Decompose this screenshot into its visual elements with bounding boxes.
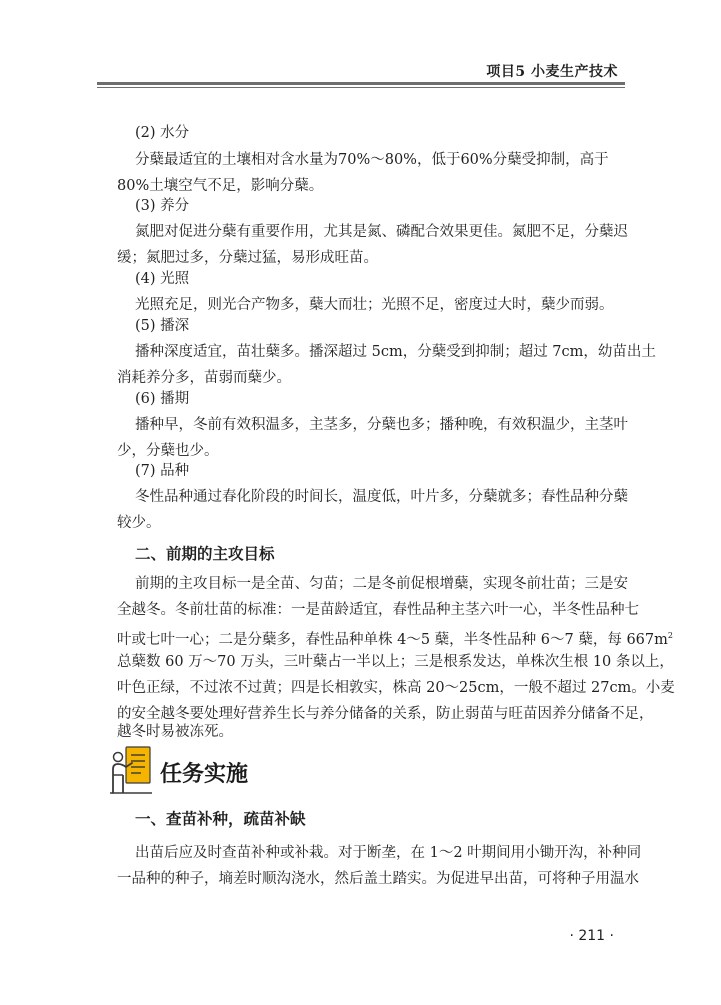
paragraph-line: 较少。 (117, 515, 161, 531)
paragraph-line: 冬性品种通过春化阶段的时间长，温度低，叶片多，分蘖就多；春性品种分蘖 (135, 489, 628, 505)
subsection-label-date: (6) 播期 (135, 391, 190, 407)
paragraph-line: 分蘖最适宜的土壤相对含水量为70%～80%，低于60%分蘖受抑制，高于 (135, 152, 609, 168)
paragraph-line: 出苗后应及时查苗补种或补栽。对于断垄，在 1～2 叶期间用小锄开沟，补种同 (135, 845, 642, 861)
section-heading-goal: 二、前期的主攻目标 (135, 545, 275, 563)
page-number: · 211 · (569, 928, 614, 944)
paragraph-line: 叶色正绿，不过浓不过黄；四是长相敦实，株高 20～25cm，一般不超过 27cm。小麦 (117, 680, 675, 696)
paragraph-line: 的安全越冬要处理好营养生长与养分储备的关系，防止弱苗与旺苗因养分储备不足， (117, 706, 654, 722)
teacher-presentation-icon (110, 745, 154, 795)
header-rule-thick (97, 82, 625, 85)
subsection-label-nutrient: (3) 养分 (135, 198, 190, 214)
area-superscript: 2 (667, 631, 673, 640)
paragraph-line: 氮肥对促进分蘖有重要作用，尤其是氮、磷配合效果更佳。氮肥不足，分蘖迟 (135, 224, 628, 240)
header-rule-thin (97, 87, 625, 88)
paragraph-line: 消耗养分多，苗弱而蘖少。 (117, 370, 291, 386)
paragraph-line: 光照充足，则光合产物多，蘖大而壮；光照不足，密度过大时，蘖少而弱。 (135, 297, 614, 313)
task-banner (110, 745, 310, 797)
task-title: 任务实施 (160, 762, 249, 787)
paragraph-line: 缓；氮肥过多，分蘖过猛，易形成旺苗。 (117, 250, 378, 266)
paragraph-line: 少，分蘖也少。 (117, 443, 219, 459)
paragraph-line: 前期的主攻目标一是全苗、匀苗；二是冬前促根增蘖，实现冬前壮苗；三是安 (135, 576, 628, 592)
paragraph-line: 播种早，冬前有效积温多，主茎多，分蘖也多；播种晚，有效积温少，主茎叶 (135, 417, 628, 433)
paragraph-text: 叶或七叶一心；二是分蘖多，春性品种单株 4～5 蘖，半冬性品种 6～7 蘖，每 667m (117, 631, 668, 648)
paragraph-line: 一品种的种子，墒差时顺沟浇水，然后盖土踏实。为促进早出苗，可将种子用温水 (117, 871, 639, 887)
running-header: 项目5 小麦生产技术 (486, 64, 618, 80)
subsection-label-water: (2) 水分 (135, 125, 190, 141)
paragraph-line: 播种深度适宜，苗壮蘖多。播深超过 5cm，分蘖受到抑制；超过 7cm，幼苗出土 (135, 344, 656, 360)
subsection-label-depth: (5) 播深 (135, 318, 190, 334)
subsection-label-light: (4) 光照 (135, 271, 190, 287)
paragraph-line: 越冬时易被冻死。 (117, 724, 233, 740)
paragraph-line: 总蘖数 60 万～70 万头，三叶蘖占一半以上；三是根系发达，单株次生根 10 条以上， (117, 654, 674, 670)
section-heading-task1: 一、查苗补种，疏苗补缺 (135, 810, 306, 828)
subsection-label-variety: (7) 品种 (135, 463, 190, 479)
paragraph-line: 全越冬。冬前壮苗的标准：一是苗龄适宜，春性品种主茎六叶一心，半冬性品种七 (117, 602, 639, 618)
paragraph-line: 80%土壤空气不足，影响分蘖。 (117, 178, 324, 194)
